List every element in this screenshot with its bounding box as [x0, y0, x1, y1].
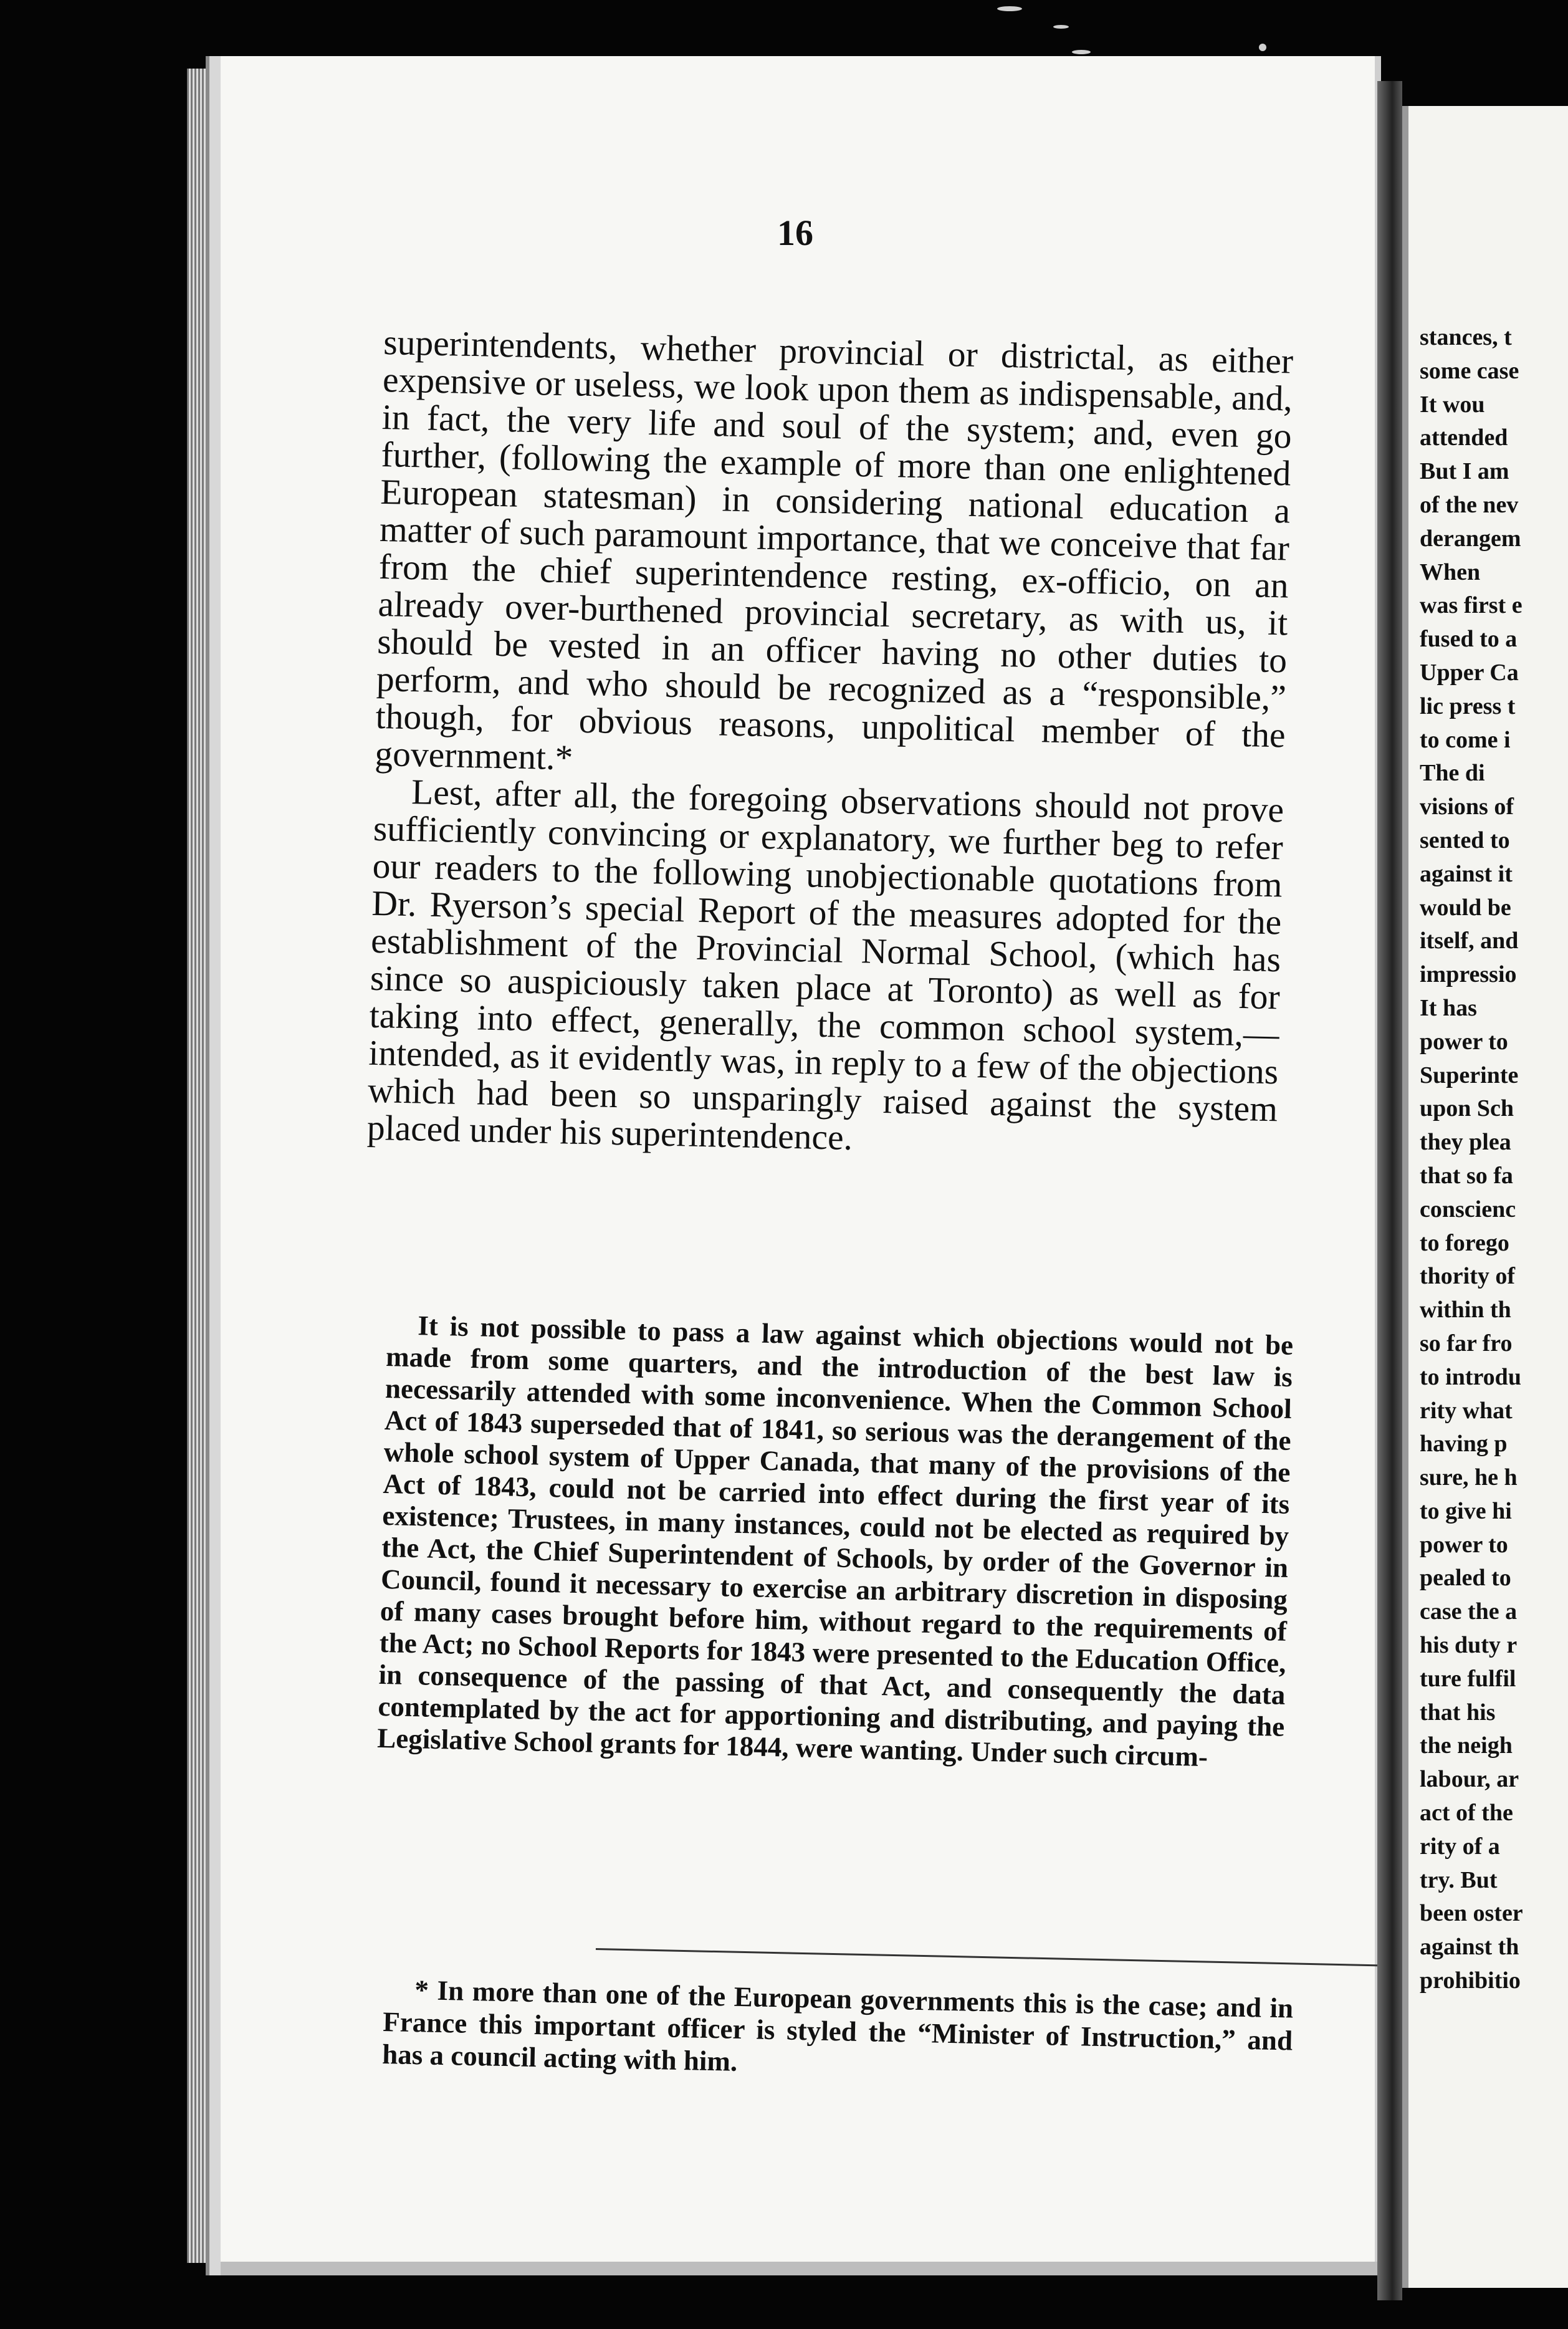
page-number: 16: [777, 213, 813, 253]
quotation-block: [377, 1309, 1294, 1775]
right-page-line: Superinte: [1420, 1062, 1519, 1088]
right-page-line: against th: [1420, 1934, 1519, 1961]
right-page-line: Upper Ca: [1420, 659, 1519, 686]
right-page-line: his duty r: [1420, 1632, 1518, 1659]
right-page-line: been oster: [1420, 1900, 1523, 1927]
right-page-line: impressio: [1420, 961, 1517, 988]
right-page-line: within th: [1420, 1297, 1511, 1323]
right-page-line: so far fro: [1420, 1330, 1513, 1357]
left-page: [206, 56, 1381, 2275]
right-page-line: act of the: [1420, 1800, 1513, 1827]
right-page-line: power to: [1420, 1531, 1508, 1558]
right-page-line: fused to a: [1420, 626, 1518, 653]
book-gutter: [1377, 81, 1402, 2300]
right-page-line: some case: [1420, 357, 1519, 384]
right-page-line: power to: [1420, 1028, 1508, 1055]
right-page-line: that his: [1420, 1699, 1496, 1726]
right-page-line: to introdu: [1420, 1363, 1521, 1390]
footnote: [382, 1973, 1294, 2090]
right-page-text: [1420, 321, 1568, 1998]
right-page-line: to come i: [1420, 726, 1511, 753]
right-page-line: rity what: [1420, 1397, 1513, 1424]
right-page-line: derangem: [1420, 525, 1521, 552]
right-page-line: try. But: [1420, 1866, 1498, 1893]
right-page-line: having p: [1420, 1431, 1508, 1457]
page-edge: [187, 69, 206, 2263]
right-page-line: against it: [1420, 860, 1513, 887]
right-page-line: of the nev: [1420, 491, 1519, 518]
right-page-line: It wou: [1420, 391, 1485, 418]
right-page-line: labour, ar: [1420, 1766, 1519, 1793]
right-page-line: prohibitio: [1420, 1967, 1521, 1994]
right-page-line: But I am: [1420, 458, 1509, 485]
right-page-line: conscienc: [1420, 1196, 1516, 1222]
right-page: [1402, 106, 1568, 2288]
right-page-line: The di: [1420, 760, 1485, 787]
quotation-text: It is not possible to pass a law against which objections would not be made from some quarters, and the introduction of the best law is necessarily attended with some inconvenience. When the Common School Act of 1843 superseded that of 1841, so serious was the derangement of the whole school system of Upper Canada, that many of the provisions of the Act of 1843, could not be carried into effect during the first year of its existence; Trustees, in many instances, could not be elected as required by the Act, the Chief Superintendent of Schools, by order of the Governor in Council, found it necessary to exercise an arbitrary discretion in disposing of many cases brought before him, without regard to the requirements of the Act; no School Reports for 1843 were presented to the Education Office, in consequence of the passing of that Act, and consequently the data contemplated by the act for apportioning and distributing, and paying the Legislative School grants for 1844, were wanting. Under such circum-: [376, 1310, 1294, 1773]
right-page-line: itself, and: [1420, 928, 1519, 954]
right-page-line: stances, t: [1420, 324, 1512, 350]
paragraph-2: Lest, after all, the foregoing observations should not prove sufficiently convincing or explanatory, we further beg to refer our readers to the following unobjectionable quotations from Dr. Ryerson’s special Report of the measures adopted for the establishment of the Provincial Normal School, (which has since so auspiciously taken place at Toronto) as well as for taking into effect, generally, the common school system,—intended, as it evidently was, in reply to a few of the objections which had been so unsparingly raised against the system placed under his superintendence.: [366, 772, 1284, 1158]
right-page-line: attended: [1420, 425, 1508, 451]
right-page-line: When: [1420, 559, 1481, 585]
main-text: [366, 324, 1293, 1166]
right-page-line: pealed to: [1420, 1565, 1511, 1592]
right-page-line: to forego: [1420, 1229, 1509, 1256]
right-page-line: to give hi: [1420, 1497, 1512, 1524]
footnote-rule: [596, 1948, 1406, 1967]
footnote-text: * In more than one of the European governments this is the case; and in France this important officer is styled the “Minister of Instruction,” and has a council acting with him.: [381, 1974, 1294, 2077]
right-page-line: sented to: [1420, 827, 1510, 853]
right-page-line: visions of: [1420, 794, 1514, 820]
right-page-line: thority of: [1420, 1263, 1516, 1290]
right-page-line: was first e: [1420, 592, 1523, 619]
right-page-line: would be: [1420, 894, 1511, 921]
right-page-line: It has: [1420, 994, 1477, 1021]
paragraph-1: superintendents, whether provincial or districtal, as either expensive or useless, we look upon them as indispensable, and, in fact, the very life and soul of the system; and, even go further, (following the example of more than one enlightened European statesman) in considering national education a matter of such paramount importance, that we conceive that far from the chief superintendence resting, ex-officio, on an already over-burthened provincial secretary, as with us, it should be vested in an officer having no other duties to perform, and who should be recognized as a “responsible,” though, for obvious reasons, unpolitical member of the government.*: [374, 323, 1294, 778]
right-page-line: rity of a: [1420, 1833, 1500, 1860]
right-page-line: upon Sch: [1420, 1095, 1514, 1122]
right-page-line: lic press t: [1420, 693, 1516, 719]
right-page-line: that so fa: [1420, 1162, 1513, 1189]
right-page-line: ture fulfil: [1420, 1665, 1516, 1692]
right-page-line: they plea: [1420, 1129, 1511, 1156]
right-page-line: sure, he h: [1420, 1464, 1518, 1491]
right-page-line: case the a: [1420, 1598, 1518, 1625]
right-page-line: the neigh: [1420, 1732, 1513, 1759]
